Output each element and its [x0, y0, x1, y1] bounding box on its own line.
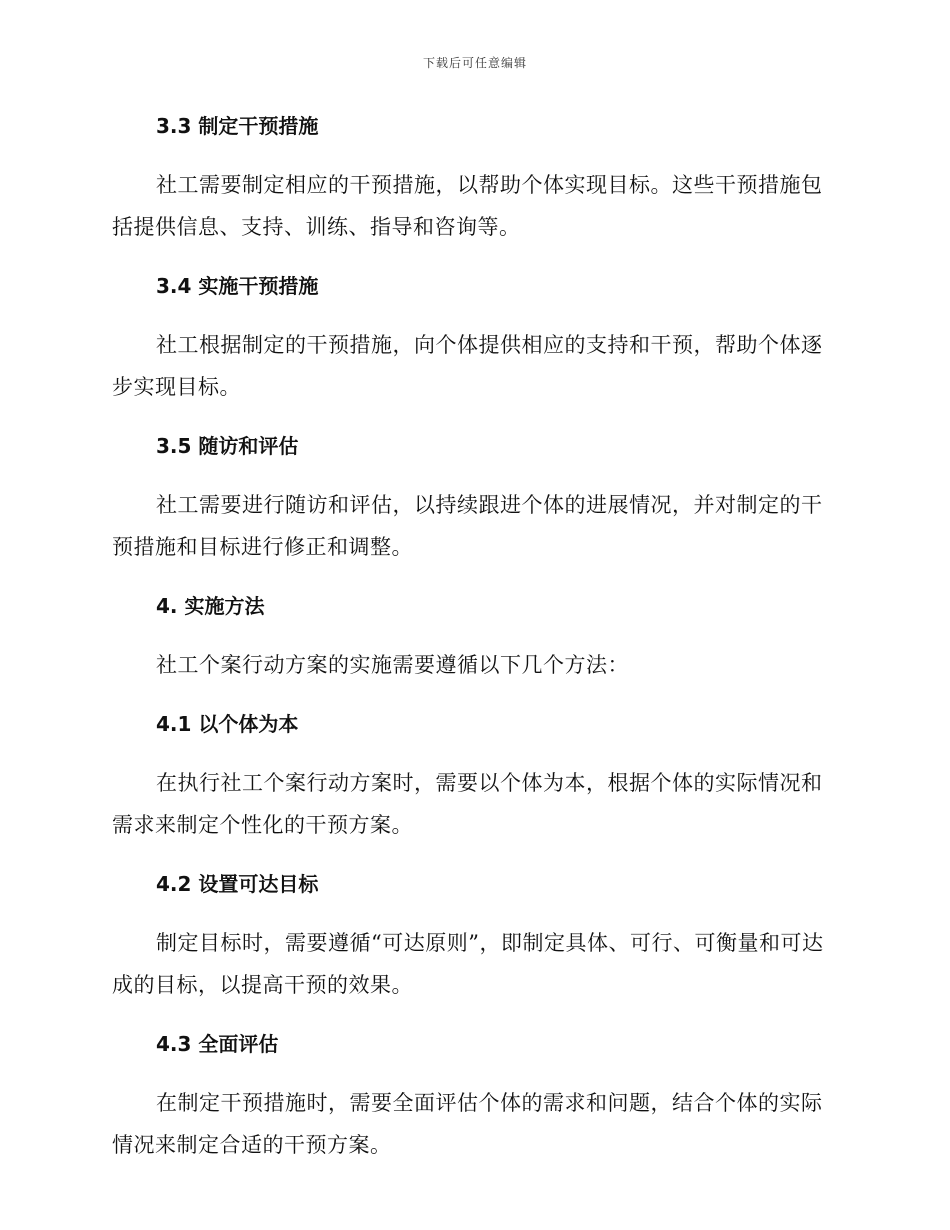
section-heading-4: 4. 实施方法: [156, 594, 265, 618]
section-paragraph-4-2: 制定目标时，需要遵循“可达原则”，即制定具体、可行、可衡量和可达成的目标，以提高干预的效果。: [112, 931, 824, 997]
section-heading-3-5: 3.5 随访和评估: [156, 434, 299, 458]
section-heading-3-4: 3.4 实施干预措施: [156, 274, 319, 298]
section-paragraph-3-4: 社工根据制定的干预措施，向个体提供相应的支持和干预，帮助个体逐步实现目标。: [112, 333, 823, 399]
document-body: [112, 110, 832, 1166]
section-paragraph-4-3: 在制定干预措施时，需要全面评估个体的需求和问题，结合个体的实际情况来制定合适的干预方案。: [112, 1091, 823, 1157]
section-heading-3-3: 3.3 制定干预措施: [156, 114, 319, 138]
section-paragraph-3-5: 社工需要进行随访和评估，以持续跟进个体的进展情况，并对制定的干预措施和目标进行修正和调整。: [112, 493, 823, 559]
section-heading-4-3: 4.3 全面评估: [156, 1032, 279, 1056]
page-header: 下载后可任意编辑: [422, 56, 527, 70]
section-paragraph-3-3: 社工需要制定相应的干预措施，以帮助个体实现目标。这些干预措施包括提供信息、支持、训练、指导和咨询等。: [112, 173, 823, 239]
section-heading-4-1: 4.1 以个体为本: [156, 712, 299, 736]
section-paragraph-4: 社工个案行动方案的实施需要遵循以下几个方法：: [156, 653, 629, 677]
section-paragraph-4-1: 在执行社工个案行动方案时，需要以个体为本，根据个体的实际情况和需求来制定个性化的干预方案。: [112, 771, 823, 837]
section-heading-4-2: 4.2 设置可达目标: [156, 872, 319, 896]
